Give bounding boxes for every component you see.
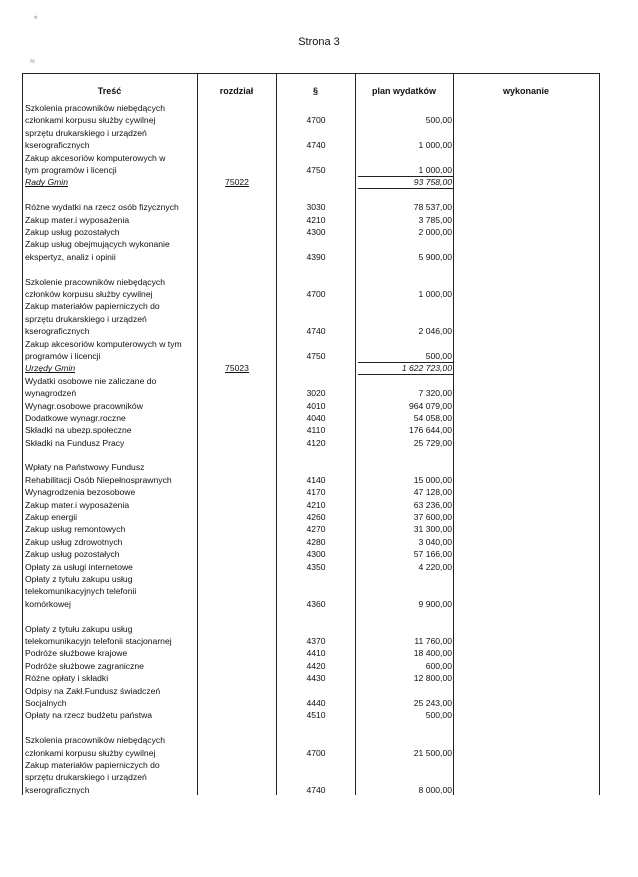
row-plan-value: 2 046,00 <box>418 326 452 337</box>
row-plan-value: 8 000,00 <box>418 784 452 795</box>
header-plan: plan wydatków <box>371 86 436 96</box>
row-description: Zakup usług pozostałych <box>25 549 120 560</box>
row-description: Zakup materiałów papierniczych do sprzętu drukarskiego i urządzeń kserograficznych <box>25 759 160 795</box>
table-row <box>22 412 600 424</box>
row-description: Zakup usług pozostałych <box>25 226 120 237</box>
row-plan-value: 2 000,00 <box>418 226 452 237</box>
spacer-row <box>22 722 600 734</box>
row-plan-value: 1 000,00 <box>418 164 452 175</box>
row-paragraf: 4510 <box>306 710 326 721</box>
row-description: Urzędy Gmin <box>25 363 76 374</box>
row-plan-value: 9 900,00 <box>418 598 452 609</box>
table-row <box>22 201 600 213</box>
row-description: Różne wydatki na rzecz osób fizycznych <box>25 202 179 213</box>
header-tresc: Treść <box>97 86 122 96</box>
row-plan-value: 11 760,00 <box>414 635 452 646</box>
budget-table <box>22 73 600 795</box>
row-description: Szkolenie pracowników niebędących członków korpusu służby cywilnej <box>25 276 165 299</box>
row-paragraf: 4740 <box>306 784 326 795</box>
row-paragraf: 3020 <box>306 388 326 399</box>
row-paragraf: 4750 <box>306 350 326 361</box>
row-plan-value: 93 758,00 <box>413 177 452 188</box>
table-row <box>22 437 600 449</box>
row-paragraf: 4140 <box>306 474 326 485</box>
row-plan-value: 57 166,00 <box>413 549 452 560</box>
row-paragraf: 4210 <box>306 214 326 225</box>
row-plan-value: 3 785,00 <box>418 214 452 225</box>
row-description: Wydatki osobowe nie zaliczane do wynagrodzeń <box>25 375 157 399</box>
table-row <box>22 486 600 498</box>
row-paragraf: 4280 <box>306 536 326 547</box>
row-plan-value: 25 729,00 <box>413 437 452 448</box>
row-plan-value: 600,00 <box>425 660 452 671</box>
table-row <box>22 709 600 721</box>
row-description: Zakup akcesoriów komputerowych w tym programów i licencji <box>25 338 182 361</box>
scan-artifact-mark: * <box>34 14 38 24</box>
row-description: Zakup akcesoriów komputerowych w tym programów i licencji <box>25 152 166 175</box>
row-description: Zakup energii <box>25 512 78 523</box>
table-row <box>22 734 600 759</box>
row-paragraf: 4440 <box>306 697 326 708</box>
row-paragraf: 4260 <box>306 512 326 523</box>
spacer-row <box>22 263 600 275</box>
row-description: Rady Gmin <box>25 177 68 188</box>
row-description: Podróże służbowe zagraniczne <box>25 660 144 671</box>
table-row <box>22 276 600 301</box>
row-description: Zakup materiałów papierniczych do sprzętu drukarskiego i urządzeń kserograficznych <box>25 301 160 337</box>
row-paragraf: 4700 <box>306 115 326 126</box>
table-body <box>22 102 600 796</box>
row-paragraf: 4360 <box>306 598 326 609</box>
row-description: Opłaty na rzecz budżetu państwa <box>25 710 153 721</box>
row-description: Zakup mater.i wyposażenia <box>25 214 130 225</box>
row-description: Dodatkowe wynagr.roczne <box>25 412 126 423</box>
table-row <box>22 647 600 659</box>
row-paragraf: 4350 <box>306 561 326 572</box>
row-plan-value: 5 900,00 <box>418 251 452 262</box>
row-plan-value: 964 079,00 <box>408 400 452 411</box>
row-plan-value: 15 000,00 <box>413 474 452 485</box>
row-plan-value: 25 243,00 <box>413 697 452 708</box>
table-row <box>22 548 600 560</box>
table-row <box>22 424 600 436</box>
row-paragraf: 4420 <box>306 660 326 671</box>
table-row <box>22 375 600 400</box>
table-row <box>22 300 600 337</box>
row-plan-value: 500,00 <box>425 710 452 721</box>
section-total-row <box>22 362 600 374</box>
row-description: Różne opłaty i składki <box>25 673 109 684</box>
row-plan-value: 63 236,00 <box>413 499 452 510</box>
row-description: Składki na ubezp.społeczne <box>25 425 132 436</box>
row-paragraf: 4300 <box>306 226 326 237</box>
section-sum-line <box>358 176 454 177</box>
row-description: Podróże służbowe krajowe <box>25 648 128 659</box>
table-row <box>22 238 600 263</box>
row-plan-value: 500,00 <box>425 115 452 126</box>
row-paragraf: 4170 <box>306 487 326 498</box>
table-row <box>22 536 600 548</box>
table-row <box>22 573 600 610</box>
table-row <box>22 561 600 573</box>
row-paragraf: 4270 <box>306 524 326 535</box>
row-plan-value: 3 040,00 <box>418 536 452 547</box>
header-rozdzial: rozdział <box>219 86 254 96</box>
row-rozdzial: 75023 <box>225 363 249 374</box>
row-paragraf: 3030 <box>306 202 326 213</box>
row-description: Opłaty z tytułu zakupu usług telekomunikacyjnych telefonii komórkowej <box>25 573 137 609</box>
row-description: Opłaty z tytułu zakupu usług telekomunikacyjn telefonii stacjonarnej <box>25 623 172 646</box>
row-rozdzial: 75022 <box>225 177 249 188</box>
page-number-title: Strona 3 <box>298 36 340 48</box>
row-plan-value: 31 300,00 <box>413 524 452 535</box>
row-paragraf: 4700 <box>306 288 326 299</box>
row-description: Zakup mater.i wyposażenia <box>25 499 130 510</box>
row-paragraf: 4110 <box>306 425 326 436</box>
row-description: Zakup usług zdrowotnych <box>25 536 123 547</box>
spacer-row <box>22 610 600 622</box>
row-paragraf: 4700 <box>306 747 326 758</box>
row-plan-value: 37 600,00 <box>413 512 452 523</box>
row-description: Wynagrodzenia bezosobowe <box>25 487 136 498</box>
row-description: Wynagr.osobowe pracowników <box>25 400 143 411</box>
row-paragraf: 4410 <box>306 648 326 659</box>
row-paragraf: 4300 <box>306 549 326 560</box>
row-paragraf: 4210 <box>306 499 326 510</box>
table-row <box>22 660 600 672</box>
spacer-row <box>22 189 600 201</box>
row-paragraf: 4040 <box>306 412 326 423</box>
row-paragraf: 4010 <box>306 400 326 411</box>
table-row <box>22 685 600 710</box>
header-paragraf: § <box>312 86 318 96</box>
row-paragraf: 4740 <box>306 140 326 151</box>
row-paragraf: 4740 <box>306 326 326 337</box>
row-paragraf: 4120 <box>306 437 326 448</box>
row-plan-value: 12 800,00 <box>413 673 452 684</box>
table-row <box>22 672 600 684</box>
row-plan-value: 1 000,00 <box>418 288 452 299</box>
row-plan-value: 18 400,00 <box>413 648 452 659</box>
row-plan-value: 1 000,00 <box>418 140 452 151</box>
row-plan-value: 176 644,00 <box>408 425 452 436</box>
row-paragraf: 4390 <box>306 251 326 262</box>
section-sum-line <box>358 362 454 363</box>
row-description: Wpłaty na Państwowy Fundusz Rehabilitacji Osób Niepełnosprawnych <box>25 462 172 485</box>
table-row <box>22 226 600 238</box>
row-paragraf: 4370 <box>306 635 326 646</box>
table-row <box>22 338 600 363</box>
table-row <box>22 127 600 152</box>
row-description: Zakup usług remontowych <box>25 524 126 535</box>
table-row <box>22 511 600 523</box>
table-top-border <box>22 73 600 74</box>
table-row <box>22 214 600 226</box>
section-total-row <box>22 176 600 188</box>
header-wykonanie: wykonanie <box>502 86 549 96</box>
row-description: Szkolenia pracowników niebędących członkami korpusu służby cywilnej <box>25 103 165 126</box>
row-plan-value: 21 500,00 <box>413 747 452 758</box>
row-description: Zakup usług obejmujących wykonanie ekspertyz, analiz i opinii <box>25 239 170 262</box>
table-row <box>22 523 600 535</box>
row-description: sprzętu drukarskiego i urządzeń kserograficznych <box>25 127 147 151</box>
table-row <box>22 759 600 796</box>
row-description: Szkolenia pracowników niebędących członkami korpusu służby cywilnej <box>25 735 165 758</box>
row-plan-value: 4 220,00 <box>418 561 452 572</box>
row-plan-value: 1 622 723,00 <box>401 363 452 374</box>
table-row <box>22 461 600 486</box>
table-row <box>22 400 600 412</box>
row-plan-value: 54 058,00 <box>413 412 452 423</box>
row-plan-value: 7 320,00 <box>418 388 452 399</box>
table-row <box>22 152 600 177</box>
table-row <box>22 623 600 648</box>
table-row <box>22 102 600 127</box>
scan-artifact-mark: ≈ <box>30 56 35 66</box>
row-paragraf: 4750 <box>306 164 326 175</box>
row-plan-value: 78 537,00 <box>413 202 452 213</box>
row-plan-value: 47 128,00 <box>413 487 452 498</box>
row-plan-value: 500,00 <box>425 350 452 361</box>
row-description: Opłaty za usługi internetowe <box>25 561 133 572</box>
row-description: Odpisy na Zakł.Fundusz świadczeń Socjalnych <box>25 685 161 708</box>
table-row <box>22 499 600 511</box>
row-description: Składki na Fundusz Pracy <box>25 437 125 448</box>
row-paragraf: 4430 <box>306 673 326 684</box>
spacer-row <box>22 449 600 461</box>
